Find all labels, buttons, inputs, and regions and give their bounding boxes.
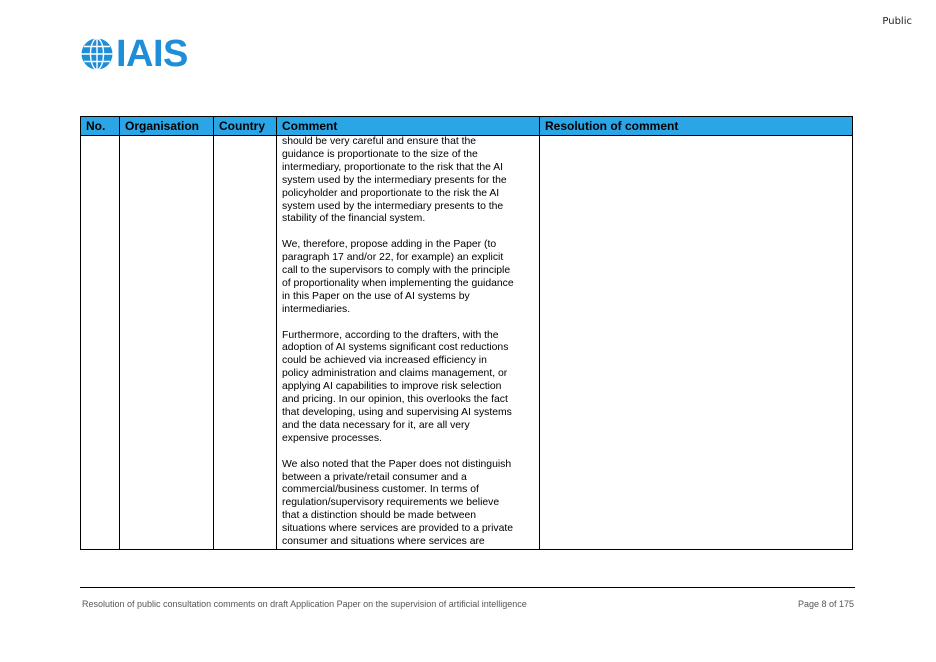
comment-line: policy administration and claims management, or <box>282 368 508 380</box>
comment-line: adoption of AI systems significant cost reductions <box>282 342 509 354</box>
comment-line: of proportionality when implementing the guidance <box>282 277 514 289</box>
comment-paragraph <box>282 330 534 446</box>
comment-line: situations where services are provided to a private <box>282 523 514 535</box>
cell-organisation <box>120 136 214 550</box>
comment-line: between a private/retail consumer and a <box>282 471 467 483</box>
comment-line: system used by the intermediary presents to the <box>282 200 504 212</box>
cell-no <box>81 136 120 550</box>
cell-country <box>214 136 277 550</box>
page-number: Page 8 of 175 <box>797 599 854 609</box>
comment-line: in this Paper on the use of AI systems by <box>282 290 470 302</box>
column-header-organisation: Organisation <box>120 117 214 136</box>
globe-icon <box>80 37 114 71</box>
comment-line: could be achieved via increased efficiency in <box>282 355 487 367</box>
comment-line: We, therefore, propose adding in the Paper (to <box>282 239 497 251</box>
cell-resolution <box>540 136 853 550</box>
comment-line: stability of the financial system. <box>282 213 426 225</box>
comment-line: intermediaries. <box>282 303 351 315</box>
comment-line: Furthermore, according to the drafters, with the <box>282 329 499 341</box>
comment-line: that developing, using and supervising AI systems <box>282 407 512 418</box>
comment-line: consumer and situations where services are <box>282 536 485 548</box>
footer-title: Resolution of public consultation comments on draft Application Paper on the supervision of artificial intelligence <box>82 599 527 609</box>
comments-table <box>80 116 853 550</box>
comment-line: and pricing. In our opinion, this overlooks the fact <box>282 394 508 406</box>
comment-line: regulation/supervisory requirements we believe <box>282 497 500 509</box>
comment-line: paragraph 17 and/or 22, for example) an explicit <box>282 252 504 264</box>
comment-line: system used by the intermediary presents for the <box>282 174 507 186</box>
comment-line: policyholder and proportionate to the risk the AI <box>282 187 500 199</box>
footer-divider <box>80 587 855 588</box>
column-header-resolution: Resolution of comment <box>540 117 853 136</box>
comment-paragraph <box>282 459 534 549</box>
column-header-no: No. <box>81 117 120 136</box>
comment-line: call to the supervisors to comply with the principle <box>282 265 511 277</box>
comment-line: that a distinction should be made between <box>282 510 477 522</box>
table-header-row <box>81 117 853 136</box>
comment-line: and the data necessary for it, are all very <box>282 419 470 431</box>
comment-line: commercial/business customer. In terms of <box>282 484 479 496</box>
table-row <box>81 136 853 550</box>
comment-line: expensive processes. <box>282 432 382 444</box>
column-header-comment: Comment <box>277 117 540 136</box>
comment-paragraph <box>282 136 534 226</box>
comment-line: guidance is proportionate to the size of the <box>282 148 478 160</box>
comment-paragraph <box>282 239 534 316</box>
comment-line: should be very careful and ensure that the <box>282 136 477 147</box>
classification-label: Public <box>882 16 912 27</box>
column-header-country: Country <box>214 117 277 136</box>
comment-line: intermediary, proportionate to the risk that the AI <box>282 161 504 173</box>
comment-line: applying AI capabilities to improve risk selection <box>282 381 502 393</box>
iais-logo <box>80 33 188 75</box>
logo-text: IAIS <box>116 33 188 75</box>
comment-line: We also noted that the Paper does not distinguish <box>282 458 512 470</box>
cell-comment <box>277 136 540 550</box>
